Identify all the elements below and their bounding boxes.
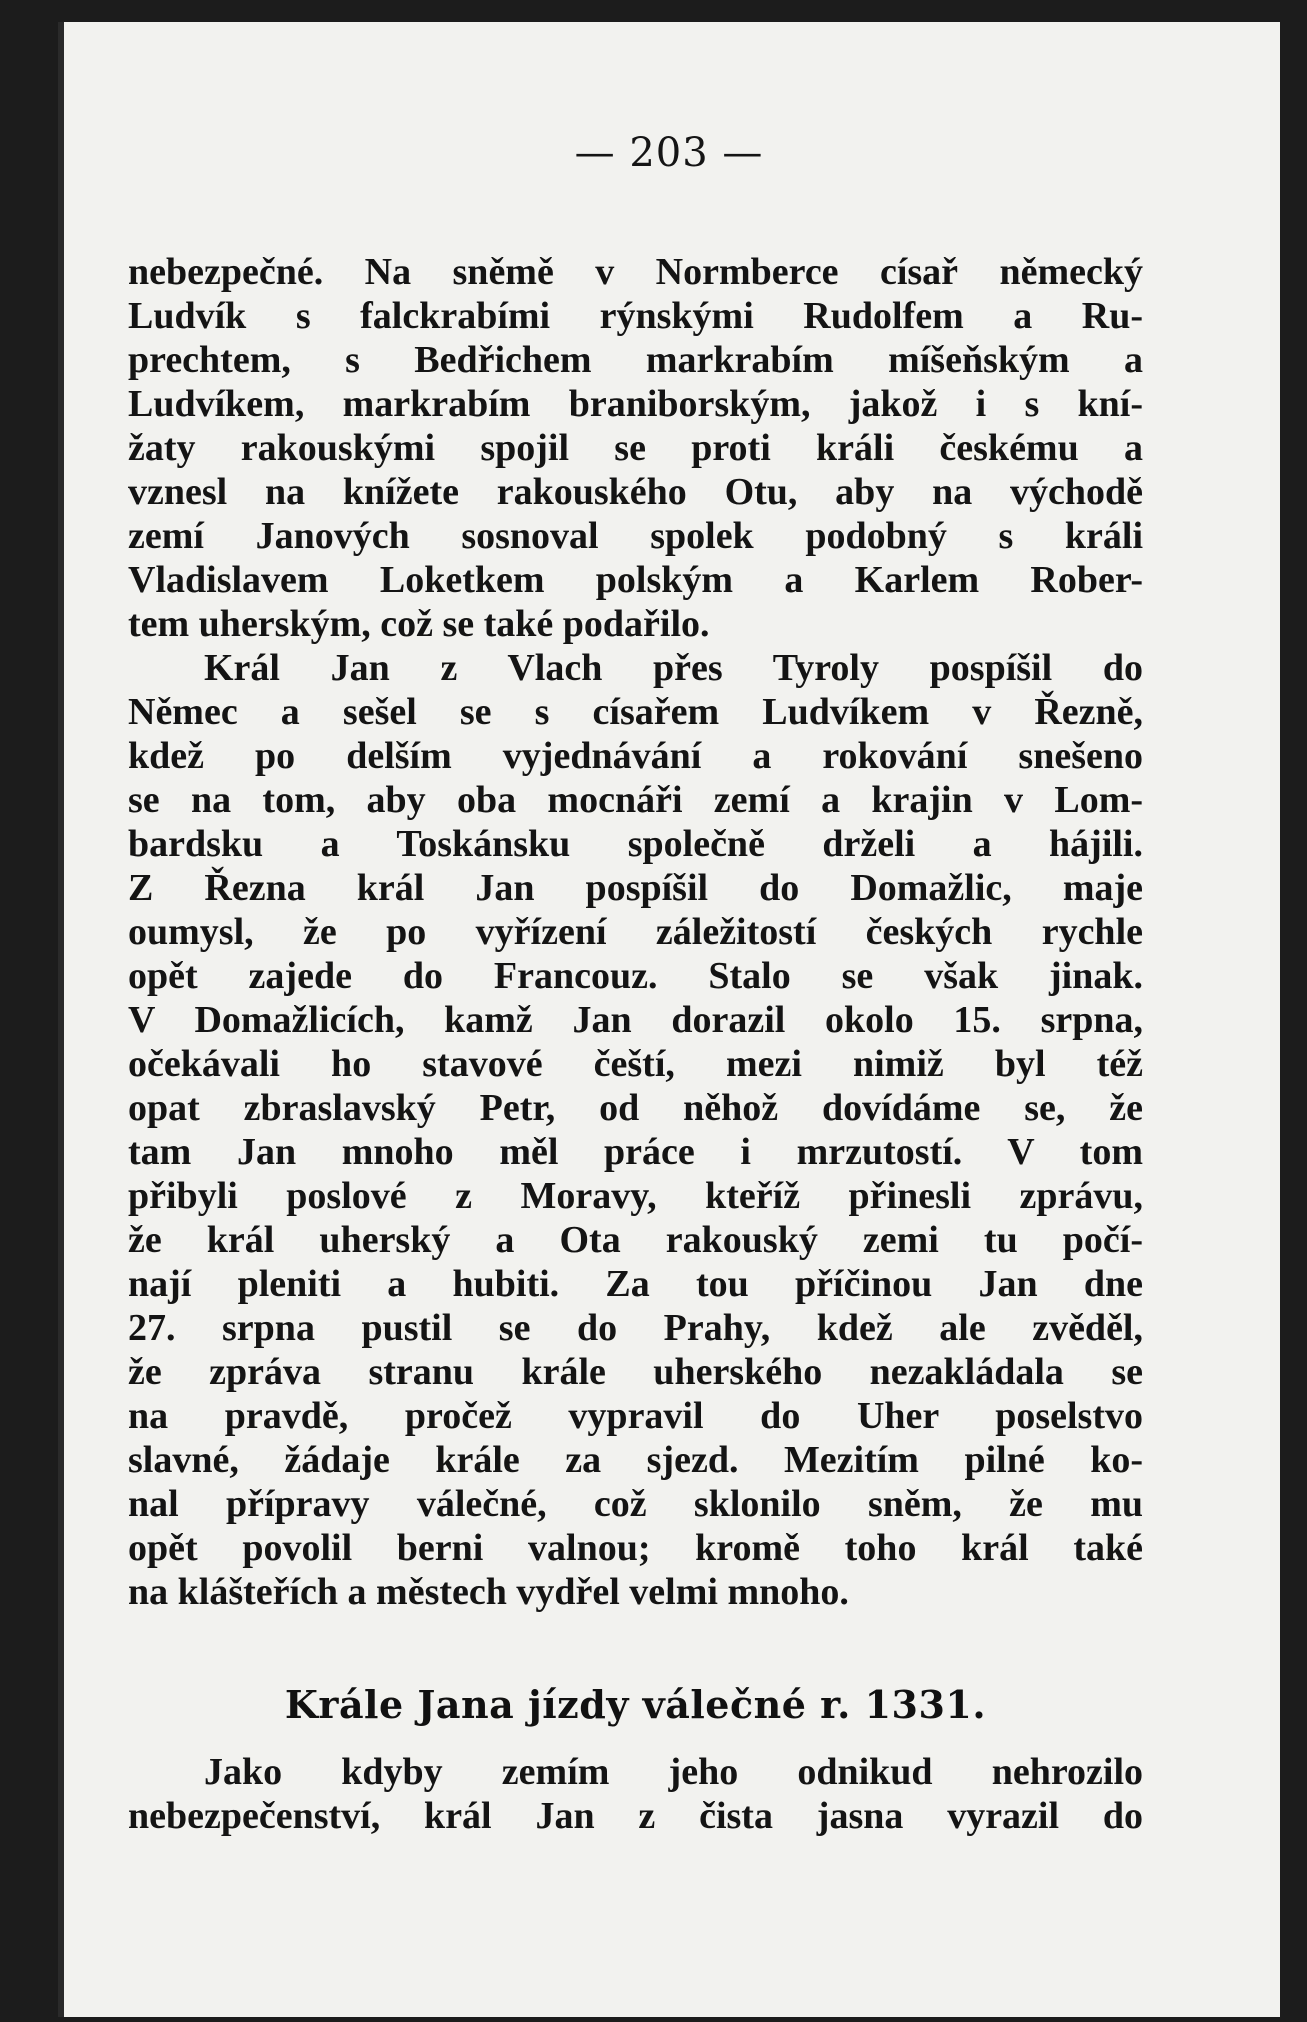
body-text bbox=[128, 250, 1143, 1614]
text-line: Vladislavem Loketkem polským a Karlem Rober- bbox=[128, 559, 1143, 601]
text-line: nebezpečné. Na sněmě v Normberce císař německý bbox=[128, 251, 1143, 293]
text-line: nebezpečenství, král Jan z čista jasna vyrazil do bbox=[128, 1795, 1143, 1837]
page-number: — 203 — bbox=[574, 130, 764, 176]
text-line: V Domažlicích, kamž Jan dorazil okolo 15. srpna, bbox=[128, 999, 1143, 1041]
body-text-continued bbox=[128, 1750, 1143, 1838]
text-line: 27. srpna pustil se do Prahy, kdež ale zvěděl, bbox=[128, 1307, 1143, 1349]
text-line: že zpráva stranu krále uherského nezakládala se bbox=[128, 1351, 1143, 1393]
text-line: Jako kdyby zemím jeho odnikud nehrozilo bbox=[204, 1751, 1143, 1793]
text-line: opat zbraslavský Petr, od něhož dovídáme se, že bbox=[128, 1087, 1143, 1129]
text-line: nal přípravy válečné, což sklonilo sněm, že mu bbox=[128, 1483, 1143, 1525]
text-line: Němec a sešel se s císařem Ludvíkem v Řezně, bbox=[128, 691, 1143, 733]
page-edge-rule bbox=[58, 22, 64, 2017]
text-line: se na tom, aby oba mocnáři zemí a krajin v Lom- bbox=[128, 779, 1143, 821]
section-heading: Krále Jana jízdy válečné r. 1331. bbox=[284, 1682, 987, 1727]
text-line: na klášteřích a městech vydřel velmi mnoho. bbox=[128, 1571, 849, 1613]
text-line: kdež po delším vyjednávání a rokování snešeno bbox=[128, 735, 1143, 777]
text-line: žaty rakouskými spojil se proti králi českému a bbox=[128, 427, 1143, 469]
text-line: vznesl na knížete rakouského Otu, aby na východě bbox=[128, 471, 1143, 513]
text-line: prechtem, s Bedřichem markrabím míšeňským a bbox=[128, 339, 1143, 381]
text-line: opět povolil berni valnou; kromě toho král také bbox=[128, 1527, 1143, 1569]
text-line: že král uherský a Ota rakouský zemi tu počí- bbox=[128, 1219, 1143, 1261]
book-page bbox=[58, 22, 1280, 2017]
text-line: očekávali ho stavové čeští, mezi nimiž byl též bbox=[128, 1043, 1143, 1085]
text-line: přibyli poslové z Moravy, kteříž přinesli zprávu, bbox=[128, 1175, 1143, 1217]
text-line: Král Jan z Vlach přes Tyroly pospíšil do bbox=[204, 647, 1143, 689]
text-line: Z Řezna král Jan pospíšil do Domažlic, maje bbox=[128, 867, 1143, 909]
text-line: opět zajede do Francouz. Stalo se však jinak. bbox=[128, 955, 1143, 997]
text-line: Ludvík s falckrabími rýnskými Rudolfem a Ru- bbox=[128, 295, 1143, 337]
text-line: na pravdě, pročež vypravil do Uher poselstvo bbox=[128, 1395, 1143, 1437]
text-line: zemí Janových sosnoval spolek podobný s králi bbox=[128, 515, 1143, 557]
text-line: bardsku a Toskánsku společně drželi a hájili. bbox=[128, 823, 1143, 865]
text-line: Ludvíkem, markrabím braniborským, jakož i s kní- bbox=[128, 383, 1143, 425]
text-line: nají pleniti a hubiti. Za tou příčinou Jan dne bbox=[128, 1263, 1143, 1305]
text-line: tem uherským, což se také podařilo. bbox=[128, 603, 710, 645]
text-line: tam Jan mnoho měl práce i mrzutostí. V tom bbox=[128, 1131, 1143, 1173]
text-line: slavné, žádaje krále za sjezd. Mezitím pilné ko- bbox=[128, 1439, 1143, 1481]
text-line: oumysl, že po vyřízení záležitostí českých rychle bbox=[128, 911, 1143, 953]
